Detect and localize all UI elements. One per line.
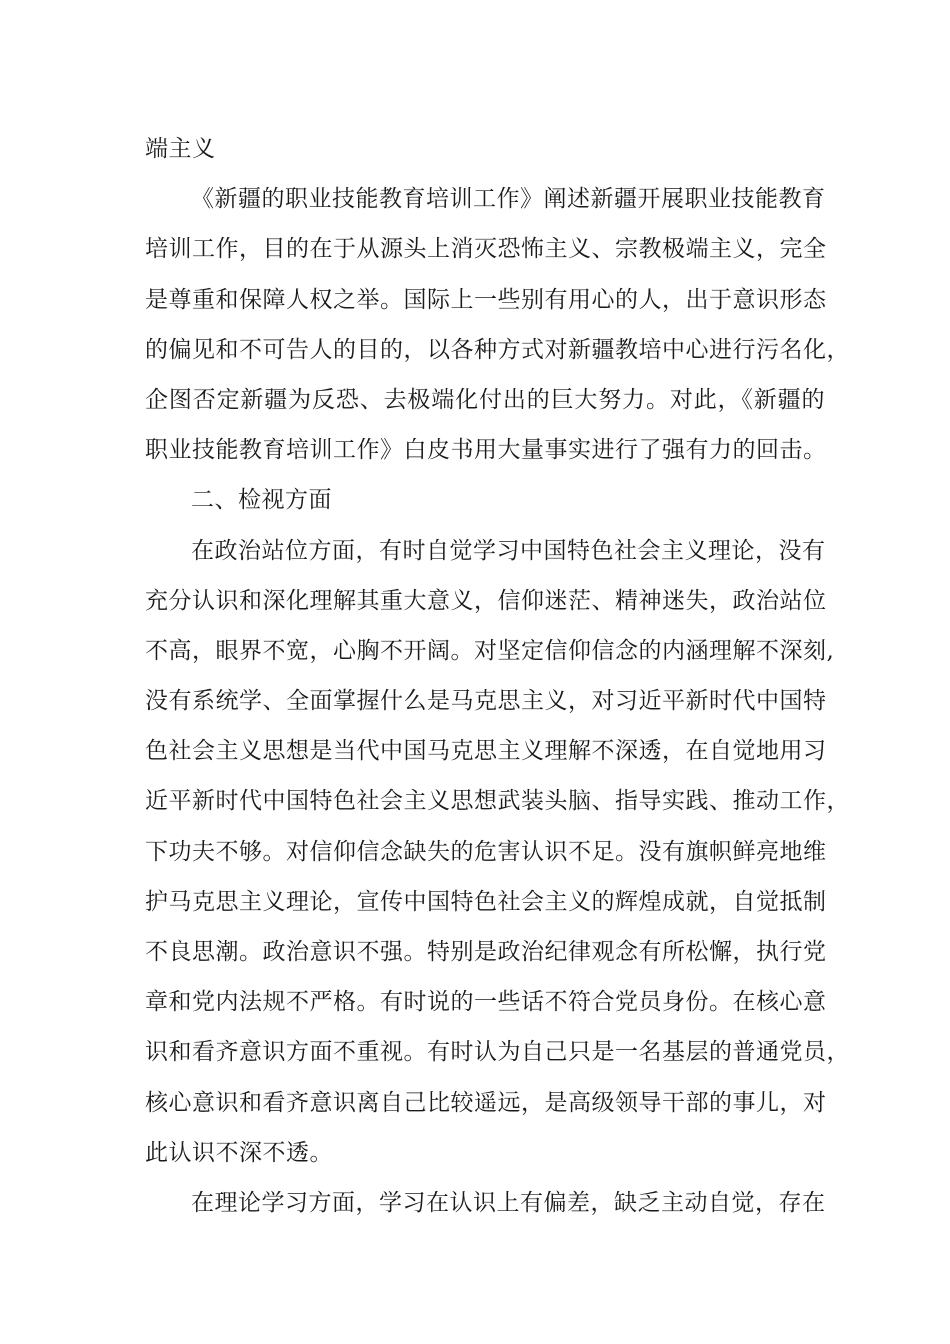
text-line: 职业技能教育培训工作》白皮书用大量事实进行了强有力的回击。: [145, 437, 827, 464]
text-line: 没有系统学、全面掌握什么是马克思主义，对习近平新时代中国特: [145, 688, 827, 715]
text-line: 章和党内法规不严格。有时说的一些话不符合党员身份。在核心意: [145, 989, 827, 1016]
text-line: 护马克思主义理论，宣传中国特色社会主义的辉煌成就，自觉抵制: [145, 888, 827, 915]
text-line: 此认识不深不透。: [145, 1139, 333, 1166]
text-line: 在政治站位方面，有时自觉学习中国特色社会主义理论，没有: [191, 537, 826, 564]
text-line: 在理论学习方面，学习在认识上有偏差，缺乏主动自觉，存在: [191, 1189, 826, 1216]
section-heading: 二、检视方面: [191, 487, 332, 514]
text-line: 《新疆的职业技能教育培训工作》阐述新疆开展职业技能教育: [191, 186, 826, 213]
text-line: 近平新时代中国特色社会主义思想武装头脑、指导实践、推动工作，: [145, 788, 850, 815]
text-line: 端主义: [145, 136, 216, 162]
text-line: 的偏见和不可告人的目的，以各种方式对新疆教培中心进行污名化，: [145, 336, 850, 363]
text-line: 是尊重和保障人权之举。国际上一些别有用心的人，出于意识形态: [145, 286, 827, 313]
text-line: 核心意识和看齐意识离自己比较遥远，是高级领导干部的事儿，对: [145, 1089, 827, 1116]
text-line: 企图否定新疆为反恐、去极端化付出的巨大努力。对此，《新疆的: [145, 386, 825, 413]
text-line: 培训工作，目的在于从源头上消灭恐怖主义、宗教极端主义，完全: [145, 236, 827, 263]
text-line: 不高，眼界不宽，心胸不开阔。对坚定信仰信念的内涵理解不深刻,: [145, 637, 835, 664]
text-line: 识和看齐意识方面不重视。有时认为自己只是一名基层的普通党员，: [145, 1039, 850, 1066]
text-line: 不良思潮。政治意识不强。特别是政治纪律观念有所松懈，执行党: [145, 939, 827, 965]
text-line: 充分认识和深化理解其重大意义，信仰迷茫、精神迷失，政治站位: [145, 587, 827, 614]
document-body: [145, 129, 850, 1233]
text-line: 下功夫不够。对信仰信念缺失的危害认识不足。没有旗帜鲜亮地维: [145, 838, 827, 865]
text-line: 色社会主义思想是当代中国马克思主义理解不深透，在自觉地用习: [145, 738, 827, 765]
